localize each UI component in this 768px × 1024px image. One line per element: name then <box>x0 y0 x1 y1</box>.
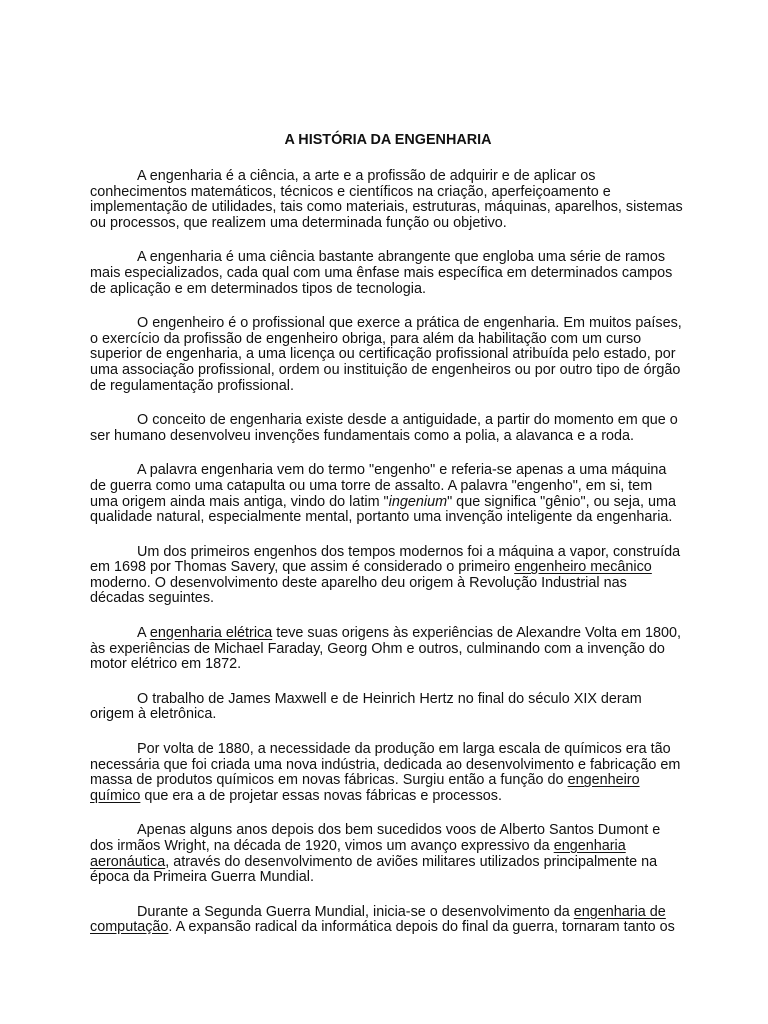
paragraph <box>90 315 682 394</box>
text-run: A engenharia é a ciência, a arte e a profissão de adquirir e de aplicar os <box>137 168 596 184</box>
text-run: Um dos primeiros engenhos dos tempos modernos foi a máquina a vapor, construída <box>137 543 681 560</box>
hyperlink[interactable]: engenheiro mecânico <box>514 559 652 576</box>
text-line <box>90 855 676 871</box>
text-line <box>90 773 676 789</box>
hyperlink[interactable]: engenheiro <box>567 772 640 789</box>
text-run: " que significa "gênio", ou seja, uma <box>447 493 677 510</box>
text-line <box>90 216 676 232</box>
text-line <box>90 463 676 479</box>
text-line <box>90 657 676 673</box>
text-line <box>90 315 682 332</box>
document-body <box>90 168 683 936</box>
text-line <box>90 870 676 886</box>
text-run: necessária que foi criada uma nova indústria, dedicada ao desenvolvimento e fabricação em <box>90 756 681 773</box>
text-run: o exercício da profissão de engenheiro obriga, para além da habilitação com um curso <box>90 330 642 347</box>
text-line <box>90 789 676 805</box>
paragraph <box>90 692 676 723</box>
text-line <box>90 495 676 511</box>
text-run: , através do desenvolvimento de aviões militares utilizados principalmente na <box>165 853 658 870</box>
paragraph <box>90 413 676 444</box>
text-run: uma origem ainda mais antiga, vindo do latim " <box>90 493 389 510</box>
text-run: em 1698 por Thomas Savery, que assim é considerado o primeiro <box>90 559 515 576</box>
text-run: conhecimentos matemáticos, técnicos e científicos na criação, aperfeiçoamento e <box>90 183 611 200</box>
text-run: A palavra engenharia vem do termo "engenho" e referia-se apenas a uma máquina <box>137 462 667 479</box>
text-run: O conceito de engenharia existe desde a antiguidade, a partir do momento em que o <box>137 412 678 429</box>
text-run: A engenharia é uma ciência bastante abrangente que engloba uma série de ramos <box>137 249 666 266</box>
text-line <box>90 347 676 363</box>
hyperlink[interactable]: computação <box>90 919 169 936</box>
text-run: época da Primeira Guerra Mundial. <box>90 869 314 886</box>
text-run: origem à eletrônica. <box>90 706 217 723</box>
document-title: A HISTÓRIA DA ENGENHARIA <box>284 132 492 148</box>
text-line <box>90 560 676 576</box>
hyperlink[interactable]: aeronáutica <box>90 853 166 870</box>
text-line <box>90 413 676 429</box>
hyperlink[interactable]: engenharia <box>553 838 626 854</box>
text-line <box>90 266 676 282</box>
text-line <box>90 707 676 723</box>
text-run: A <box>137 625 150 642</box>
text-line <box>90 591 676 607</box>
text-run: massa de produtos químicos em novas fábricas. Surgiu então a função do <box>90 772 568 789</box>
text-run: ser humano desenvolveu invenções fundamentais como a polia, a alavanca e a roda. <box>90 427 634 444</box>
text-run: mais especializados, cada qual com uma ênfase mais específica em determinados campos <box>90 264 673 281</box>
paragraph <box>90 250 676 297</box>
text-line <box>90 543 681 561</box>
text-run: de regulamentação profissional. <box>90 377 294 394</box>
text-line <box>90 282 676 298</box>
text-line <box>90 742 676 758</box>
paragraph <box>90 625 682 673</box>
text-run: O trabalho de James Maxwell e de Heinrich Hertz no final do século XIX deram <box>137 690 642 707</box>
hyperlink[interactable]: engenharia de <box>573 903 666 920</box>
text-run: Durante a Segunda Guerra Mundial, inicia-se o desenvolvimento da <box>137 903 574 920</box>
text-line <box>90 756 681 774</box>
text-run: décadas seguintes. <box>90 590 215 607</box>
text-run: teve suas origens às experiências de Alexandre Volta em 1800, <box>272 625 682 642</box>
hyperlink[interactable]: químico <box>90 787 141 804</box>
text-line <box>90 642 676 658</box>
text-line <box>90 510 676 526</box>
text-line <box>90 169 676 185</box>
paragraph <box>90 463 676 525</box>
italic-term: ingenium <box>388 493 448 510</box>
text-run: qualidade natural, especialmente mental, portanto uma invenção inteligente da engenharia. <box>90 509 673 526</box>
text-line <box>90 905 676 921</box>
text-run: motor elétrico em 1872. <box>90 656 242 673</box>
paragraph <box>90 543 681 607</box>
text-run: implementação de utilidades, tais como materiais, estruturas, máquinas, aparelhos, sistemas <box>90 199 683 216</box>
text-run: que era a de projetar essas novas fábricas e processos. <box>140 787 502 804</box>
text-line <box>90 185 676 201</box>
text-line <box>90 332 676 348</box>
text-line <box>90 199 683 216</box>
text-run: superior de engenharia, a uma licença ou certificação profissional atribuída pelo estado, por <box>90 346 676 363</box>
text-line <box>90 823 676 839</box>
text-line <box>90 692 676 708</box>
text-run: Por volta de 1880, a necessidade da produção em larga escala de químicos era tão <box>137 741 671 758</box>
text-run: de guerra como uma catapulta ou uma torre de assalto. A palavra "engenho", em si, tem <box>90 477 653 494</box>
text-run: de aplicação e em determinados tipos de tecnologia. <box>90 280 426 297</box>
paragraph <box>90 905 676 936</box>
text-line <box>90 250 676 266</box>
text-run: uma associação profissional, ordem ou instituição de engenheiros ou por outro tipo de órgão <box>90 361 681 378</box>
hyperlink[interactable]: engenharia elétrica <box>149 625 273 642</box>
text-line <box>90 429 676 445</box>
text-line <box>90 576 676 592</box>
text-run: Apenas alguns anos depois dos bem sucedidos voos de Alberto Santos Dumont e <box>137 822 661 839</box>
text-line <box>90 479 676 495</box>
text-line <box>90 839 676 855</box>
text-run: O engenheiro é o profissional que exerce a prática de engenharia. Em muitos países, <box>137 315 682 332</box>
text-run: ou processos, que realizem uma determinada função ou objetivo. <box>90 214 507 231</box>
text-line <box>90 920 676 936</box>
text-line <box>90 379 676 395</box>
text-run: dos irmãos Wright, na década de 1920, vimos um avanço expressivo da <box>90 838 554 854</box>
text-run: moderno. O desenvolvimento deste aparelho deu origem à Revolução Industrial nas <box>90 574 627 591</box>
paragraph <box>90 741 681 804</box>
paragraph <box>90 823 676 885</box>
text-run: às experiências de Michael Faraday, Georg Ohm e outros, culminando com a invenção do <box>90 640 665 657</box>
text-line <box>90 361 681 379</box>
text-run: . A expansão radical da informática depois do final da guerra, tornaram tanto os <box>168 919 675 936</box>
text-line <box>90 625 682 642</box>
paragraph <box>90 168 683 231</box>
